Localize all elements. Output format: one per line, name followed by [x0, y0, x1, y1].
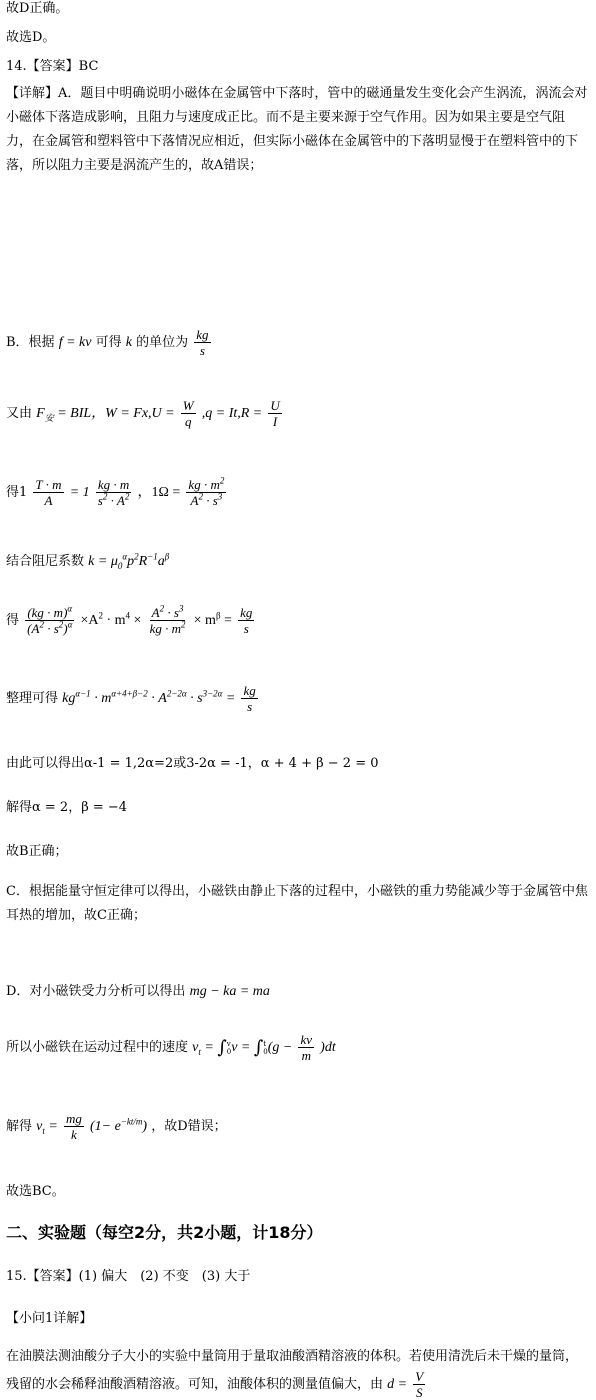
text-line: 故选D。	[6, 30, 56, 45]
integral-1: ∫	[217, 1037, 227, 1058]
fraction-u-i: $\frac{U}{I}$	[270, 398, 280, 429]
text: 结合阻尼系数	[6, 554, 85, 569]
line-tidy	[6, 683, 592, 714]
fraction-kg-s-2: $\frac{kg}{s}$	[240, 605, 253, 636]
fraction-v-s: $\frac{V}{S}$	[415, 1369, 424, 1400]
integral-2: ∫	[253, 1037, 264, 1058]
line-c: C．根据能量守恒定律可以得出，小磁铁由静止下落的过程中，小磁铁的重力势能减少等于金属管中焦耳热的增加，故C正确；	[6, 884, 588, 923]
text: 所以小磁铁在运动过程中的速度	[6, 1040, 189, 1055]
sub-heading: 【小问1详解】	[6, 1311, 93, 1326]
fraction-ohm: $\frac{kg \cdot m^2}{A^2 \cdot s^3}$	[188, 475, 225, 508]
line-b-units	[6, 327, 592, 358]
text: 整理可得	[6, 691, 59, 706]
text-line: 故D正确。	[6, 1, 69, 16]
section-heading: 二、实验题（每空2分，共2小题，计18分）	[6, 1223, 323, 1242]
formula-speed: $v_t$ =	[192, 1040, 218, 1057]
line-also-from	[6, 398, 592, 429]
formula-q: ,q = It,R =	[201, 406, 263, 421]
text: 可得	[95, 335, 122, 350]
line-units-derive	[6, 605, 592, 636]
formula-vt: $v_t$ =	[36, 1119, 58, 1136]
sub1-paragraph	[6, 1345, 590, 1400]
fraction-tm-a: $\frac{T \cdot m}{A}$	[35, 477, 62, 508]
text: ，故D错误；	[151, 1119, 227, 1134]
answer-line-14: 14.【答案】BC	[6, 59, 99, 74]
text: 的单位为	[136, 335, 189, 350]
detail-paragraph-a: 【详解】A．题目中明确说明小磁体在金属管中下落时，管中的磁通量发生变化会产生涡流，涡流会对小磁体下落造成影响，且阻力与速度成正比。而不是主要来源于空气作用。因为如果主要是空气阻力，在金属管和塑料管中下落情况应相近，但实际小磁体在金属管中的下落明显慢于在塑料管中的下落，所以阻力主要是涡流产生的，故A错误；	[6, 86, 588, 173]
line-d	[6, 983, 592, 1000]
ohm-label: ，1Ω =	[137, 485, 181, 500]
units-4: × $m^\beta$ =	[193, 610, 232, 628]
line-b-correct: 故B正确；	[6, 844, 68, 859]
symbol-k: k	[125, 335, 132, 350]
paren-open: (g −	[267, 1040, 293, 1055]
line-choose: 故选BC。	[6, 1184, 65, 1199]
equals: = 1	[69, 485, 90, 500]
formula-f: f = kv	[58, 335, 92, 350]
line-units-tesla	[6, 477, 592, 508]
fraction-mg-k: $\frac{mg}{k}$	[65, 1111, 82, 1142]
line-speed	[6, 1032, 592, 1063]
units-2: $\times A^2 \cdot m^4$ ×	[80, 610, 142, 628]
limits-2: t 0	[263, 1039, 268, 1056]
limits-1: v 0	[226, 1039, 232, 1056]
text: B．根据	[6, 335, 55, 350]
line-solve2	[6, 1111, 592, 1142]
dt: )dt	[320, 1040, 336, 1055]
fraction-kg-s-3: $\frac{kg}{s}$	[243, 683, 256, 714]
text: 得	[6, 613, 20, 628]
fraction-kg-s: $\frac{kg}{s}$	[196, 327, 209, 358]
text: D．对小磁铁受力分析可以得出	[6, 984, 186, 999]
text: 得1	[6, 485, 28, 500]
fraction-w-q: $\frac{W}{q}$	[182, 398, 194, 429]
formula-d: d =	[387, 1377, 408, 1392]
text: 解得	[6, 1119, 33, 1134]
formula-ampere: $F_安$ = BIL，W = Fx,U =	[36, 406, 175, 423]
formula-newton: mg − ka = ma	[189, 984, 270, 999]
line-damping	[6, 553, 592, 570]
formula-exp: $(1- e^{-kt/m})$	[90, 1116, 148, 1134]
line-solve: 解得α = 2，β = −4	[6, 800, 128, 815]
dv: v =	[231, 1040, 254, 1055]
document-page	[6, 0, 592, 1400]
text: 又由	[6, 406, 33, 421]
answer-line-15: 15.【答案】(1) 偏大 (2) 不变 (3) 大于	[6, 1269, 251, 1284]
fraction-units-3: $\frac{A^2 \cdot s^3}{kg \cdot m^2}$	[149, 603, 186, 636]
fraction-units-1: $\frac{(kg \cdot m)^\alpha}{(A^2 \cdot s^2)^\alpha}$	[27, 603, 73, 636]
fraction-kgm-s2a2: $\frac{kg \cdot m}{s^2 \cdot A^2}$	[97, 477, 130, 508]
line-thus: 由此可以得出α-1 = 1,2α=2或3-2α = -1，α + 4 + β − 2 = 0	[6, 756, 379, 771]
formula-tidy: $kg^{\alpha-1} \cdot m^{\alpha+4+\beta-2} \cdot A^{2-2\alpha} \cdot s^{3-2\alpha}$ =	[62, 688, 236, 706]
formula-k: $k = \mu_0^\alpha p^2R^{-1}a^\beta$	[88, 551, 170, 571]
text: 在油膜法测油酸分子大小的实验中量筒用于量取油酸酒精溶液的体积。若使用清洗后未干燥的量筒，残留的水会稀释油酸酒精溶液。可知，油酸体积的测量值偏大，由	[6, 1349, 579, 1392]
fraction-kv-m: $\frac{kv}{m}$	[300, 1032, 313, 1063]
